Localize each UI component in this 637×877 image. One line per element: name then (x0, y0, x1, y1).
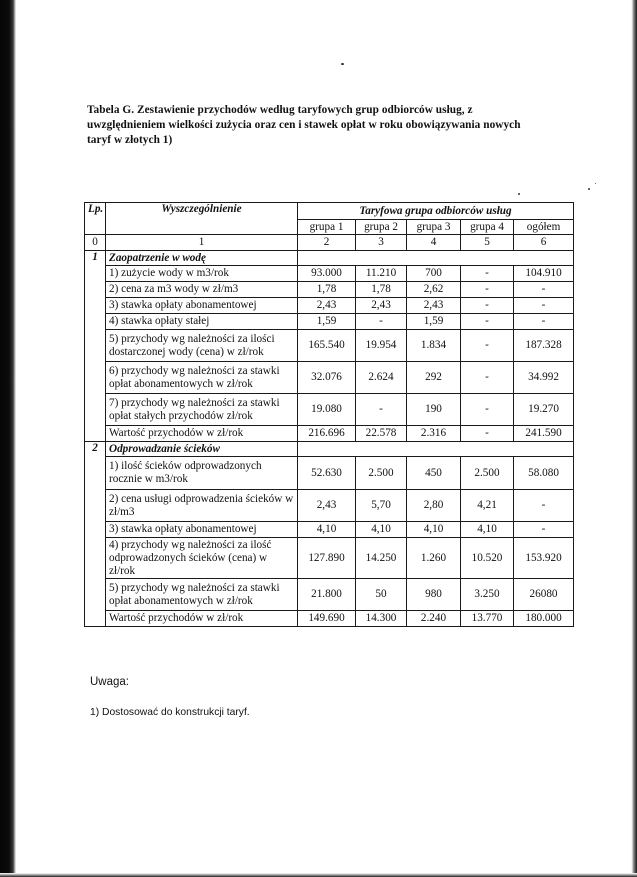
value-cell: 2,43 (298, 490, 356, 522)
col-number: 0 (85, 235, 106, 251)
table-body (85, 203, 574, 627)
col-number: 5 (461, 235, 514, 251)
value-cell: - (461, 426, 514, 442)
value-cell: - (514, 490, 574, 522)
section-empty-cell (298, 251, 574, 266)
value-cell: 22.578 (356, 426, 407, 442)
section-header-row (85, 251, 574, 266)
row-label: 5) przychody wg należności za ilości dostarczonej wody (cena) w zł/rok (106, 330, 298, 362)
section-header-row (85, 442, 574, 457)
table-row (85, 394, 574, 426)
value-cell: 11.210 (356, 266, 407, 282)
value-cell: 165.540 (298, 330, 356, 362)
value-cell: - (461, 330, 514, 362)
col-number: 3 (356, 235, 407, 251)
value-cell: 21.800 (298, 579, 356, 611)
value-cell: 14.250 (356, 538, 407, 579)
value-cell: - (461, 266, 514, 282)
table-row (85, 538, 574, 579)
value-cell: 52.630 (298, 457, 356, 490)
table-row (85, 522, 574, 538)
table-row (85, 426, 574, 442)
value-cell: 58.080 (514, 457, 574, 490)
value-cell: - (461, 394, 514, 426)
value-cell: 2,43 (407, 298, 461, 314)
value-cell: - (461, 298, 514, 314)
value-cell: 50 (356, 579, 407, 611)
section-number: 2 (85, 442, 106, 627)
value-cell: 4,10 (461, 522, 514, 538)
row-label: 6) przychody wg należności za stawki opłat abonamentowych w zł/rok (106, 362, 298, 394)
col-number: 1 (106, 235, 298, 251)
row-label: 3) stawka opłaty abonamentowej (106, 522, 298, 538)
value-cell: 19.954 (356, 330, 407, 362)
header-group-2: grupa 2 (356, 220, 407, 235)
col-number: 2 (298, 235, 356, 251)
table-row (85, 611, 574, 627)
value-cell: 4,10 (407, 522, 461, 538)
value-cell: 5,70 (356, 490, 407, 522)
value-cell: 3.250 (461, 579, 514, 611)
scan-speck (518, 193, 520, 195)
row-label: 1) ilość ścieków odprowadzonych rocznie w m3/rok (106, 457, 298, 490)
value-cell: - (461, 282, 514, 298)
value-cell: - (461, 362, 514, 394)
value-cell: 1,59 (298, 314, 356, 330)
value-cell: 19.080 (298, 394, 356, 426)
value-cell: 1,59 (407, 314, 461, 330)
value-cell: 292 (407, 362, 461, 394)
value-cell: 1,78 (298, 282, 356, 298)
row-label: 4) przychody wg należności za ilość odprowadzonych ścieków (cena) w zł/rok (106, 538, 298, 579)
value-cell: 4,10 (356, 522, 407, 538)
row-label: 2) cena usługi odprowadzenia ścieków w zł/m3 (106, 490, 298, 522)
value-cell: 26080 (514, 579, 574, 611)
value-cell: 1.260 (407, 538, 461, 579)
table-row (85, 579, 574, 611)
value-cell: 13.770 (461, 611, 514, 627)
value-cell: - (514, 314, 574, 330)
header-specification: Wyszczególnienie (106, 203, 298, 235)
value-cell: 2.240 (407, 611, 461, 627)
value-cell: 2.500 (356, 457, 407, 490)
value-cell: 700 (407, 266, 461, 282)
scan-speck (341, 63, 344, 65)
value-cell: 93.000 (298, 266, 356, 282)
value-cell: 2.316 (407, 426, 461, 442)
header-row (85, 203, 574, 220)
header-lp: Lp. (85, 203, 106, 235)
value-cell: 2.624 (356, 362, 407, 394)
header-group-4: grupa 4 (461, 220, 514, 235)
scan-right-border (631, 0, 637, 877)
value-cell: 153.920 (514, 538, 574, 579)
value-cell: - (461, 314, 514, 330)
table-row (85, 330, 574, 362)
value-cell: - (514, 282, 574, 298)
value-cell: 190 (407, 394, 461, 426)
value-cell: 1.834 (407, 330, 461, 362)
value-cell: 32.076 (298, 362, 356, 394)
scan-bottom-border (0, 873, 637, 877)
header-group-title: Taryfowa grupa odbiorców usług (298, 203, 574, 220)
value-cell: 14.300 (356, 611, 407, 627)
table-title: Tabela G. Zestawienie przychodów według taryfowych grup odbiorców usług, z uwzględnieniem wielkości zużycia oraz cen i stawek opłat w roku obowiązywania nowych taryf w złotych 1) (87, 104, 521, 146)
row-label: 4) stawka opłaty stałej (106, 314, 298, 330)
value-cell: 241.590 (514, 426, 574, 442)
value-cell: 4,10 (298, 522, 356, 538)
value-cell: 187.328 (514, 330, 574, 362)
revenue-table (84, 202, 574, 627)
column-numbers-row (85, 235, 574, 251)
value-cell: 180.000 (514, 611, 574, 627)
value-cell: - (356, 314, 407, 330)
col-number: 4 (407, 235, 461, 251)
value-cell: - (514, 522, 574, 538)
note-item: 1) Dostosować do konstrukcji taryf. (90, 707, 250, 718)
value-cell: 104.910 (514, 266, 574, 282)
value-cell: 450 (407, 457, 461, 490)
value-cell: 19.270 (514, 394, 574, 426)
value-cell: - (514, 298, 574, 314)
header-group-1: grupa 1 (298, 220, 356, 235)
notes-label: Uwaga: (90, 676, 129, 688)
row-label: 3) stawka opłaty abonamentowej (106, 298, 298, 314)
col-number: 6 (514, 235, 574, 251)
value-cell: 2,43 (356, 298, 407, 314)
table-row (85, 266, 574, 282)
scan-left-border (0, 0, 16, 877)
table-row (85, 457, 574, 490)
value-cell: 34.992 (514, 362, 574, 394)
section-name: Odprowadzanie ścieków (106, 442, 298, 457)
section-number: 1 (85, 251, 106, 442)
row-label: 5) przychody wg należności za stawki opłat abonamentowych w zł/rok (106, 579, 298, 611)
table-row (85, 362, 574, 394)
row-label: 1) zużycie wody w m3/rok (106, 266, 298, 282)
value-cell: 2,80 (407, 490, 461, 522)
scan-speck (595, 183, 596, 184)
table-row (85, 490, 574, 522)
value-cell: - (356, 394, 407, 426)
table-row (85, 314, 574, 330)
value-cell: 10.520 (461, 538, 514, 579)
section-empty-cell (298, 442, 574, 457)
row-label: Wartość przychodów w zł/rok (106, 611, 298, 627)
row-label: 2) cena za m3 wody w zł/m3 (106, 282, 298, 298)
section-name: Zaopatrzenie w wodę (106, 251, 298, 266)
value-cell: 149.690 (298, 611, 356, 627)
table-row (85, 282, 574, 298)
value-cell: 127.890 (298, 538, 356, 579)
value-cell: 980 (407, 579, 461, 611)
row-label: 7) przychody wg należności za stawki opłat stałych przychodów zł/rok (106, 394, 298, 426)
header-group-3: grupa 3 (407, 220, 461, 235)
scan-speck (588, 188, 590, 190)
value-cell: 2.500 (461, 457, 514, 490)
value-cell: 2,62 (407, 282, 461, 298)
row-label: Wartość przychodów w zł/rok (106, 426, 298, 442)
value-cell: 216.696 (298, 426, 356, 442)
header-total: ogółem (514, 220, 574, 235)
value-cell: 4,21 (461, 490, 514, 522)
table-row (85, 298, 574, 314)
value-cell: 1,78 (356, 282, 407, 298)
value-cell: 2,43 (298, 298, 356, 314)
